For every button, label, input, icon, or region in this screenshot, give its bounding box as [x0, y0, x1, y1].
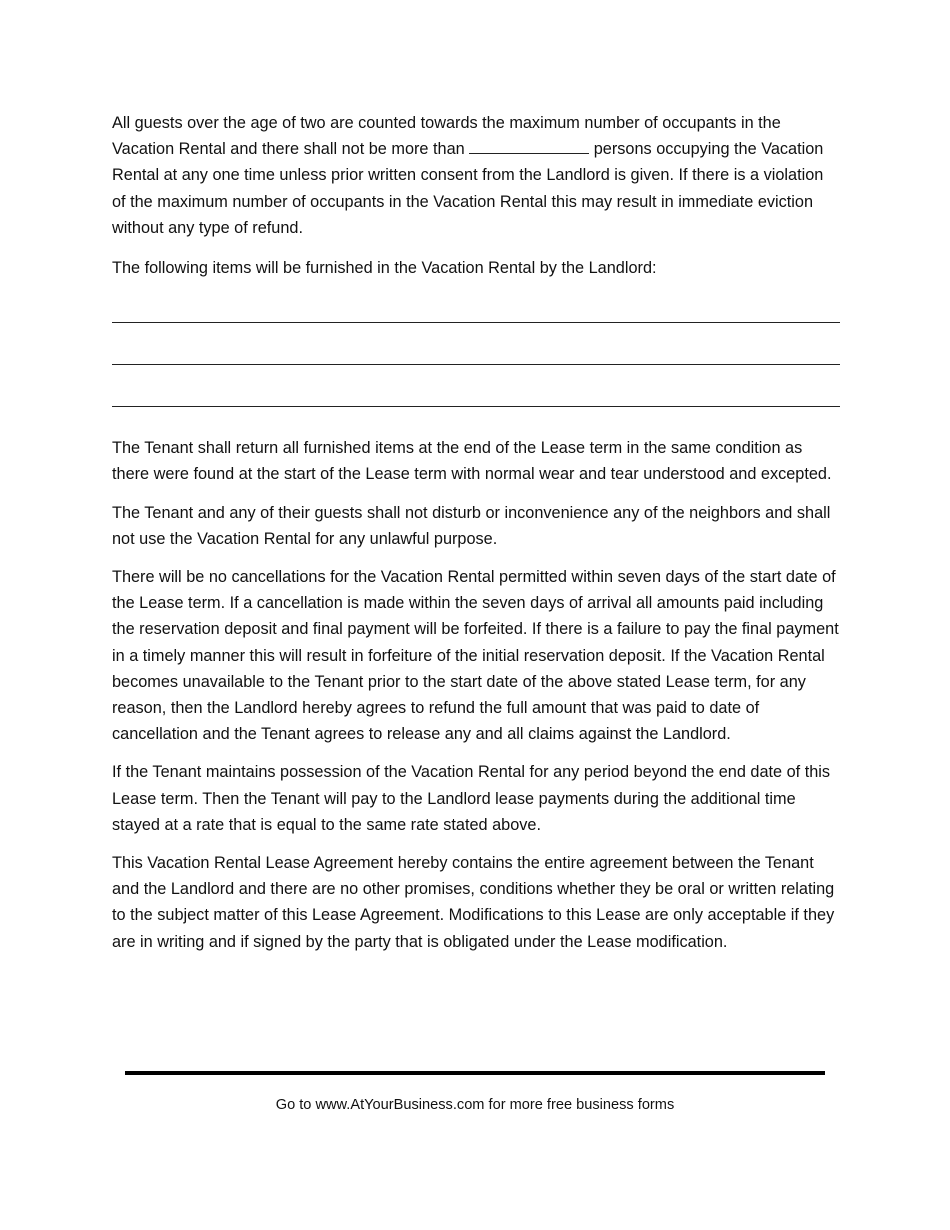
- max-occupants-blank[interactable]: [469, 139, 589, 154]
- furnished-item-line[interactable]: [112, 291, 840, 333]
- furnished-items-lines: [112, 291, 840, 417]
- occupants-text-part2: persons occupying the Vacation Rental at any one time unless prior written consent from the Landlord is given. If there is a violation of the maximum number of occupants in the Vacation Rental this may result in immediate eviction without any type of refund.: [112, 140, 824, 237]
- neighbors-paragraph: The Tenant and any of their guests shall not disturb or inconvenience any of the neighbors and shall not use the Vacation Rental for any unlawful purpose.: [112, 503, 831, 548]
- occupants-text-part1: All guests over the age of two are counted towards the maximum number of occupants in the Vacation Rental and there shall not be more than: [112, 114, 781, 159]
- holdover-paragraph: If the Tenant maintains possession of the Vacation Rental for any period beyond the end date of this Lease term. Then the Tenant will pay to the Landlord lease payments during the additional time stayed at a rate that is equal to the same rate stated above.: [112, 763, 831, 834]
- footer-divider: [125, 1071, 825, 1075]
- furnished-item-line[interactable]: [112, 333, 840, 375]
- return-items-paragraph: The Tenant shall return all furnished items at the end of the Lease term in the same condition as there were found at the start of the Lease term with normal wear and tear understood and excepted.: [112, 439, 832, 484]
- document-body: [112, 110, 840, 967]
- footer-text: Go to www.AtYourBusiness.com for more free business forms: [275, 1097, 675, 1113]
- furnished-item-line[interactable]: [112, 375, 840, 417]
- furnished-intro: The following items will be furnished in the Vacation Rental by the Landlord:: [112, 259, 657, 278]
- entire-agreement-paragraph: This Vacation Rental Lease Agreement hereby contains the entire agreement between the Tenant and the Landlord and there are no other promises, conditions whether they be oral or written relating to the subject matter of this Lease Agreement. Modifications to this Lease are only acceptable if they are in writing and if signed by the party that is obligated under the Lease modification.: [112, 854, 835, 951]
- occupants-paragraph: [112, 110, 840, 241]
- cancellations-paragraph: There will be no cancellations for the Vacation Rental permitted within seven days of the start date of the Lease term. If a cancellation is made within the seven days of arrival all amounts paid including the reservation deposit and final payment will be forfeited. If there is a failure to pay the final payment in a timely manner this will result in forfeiture of the initial reservation deposit. If the Vacation Rental becomes unavailable to the Tenant prior to the start date of the above stated Lease term, for any reason, then the Landlord hereby agrees to refund the full amount that was paid to date of cancellation and the Tenant agrees to release any and all claims against the Landlord.: [112, 568, 839, 744]
